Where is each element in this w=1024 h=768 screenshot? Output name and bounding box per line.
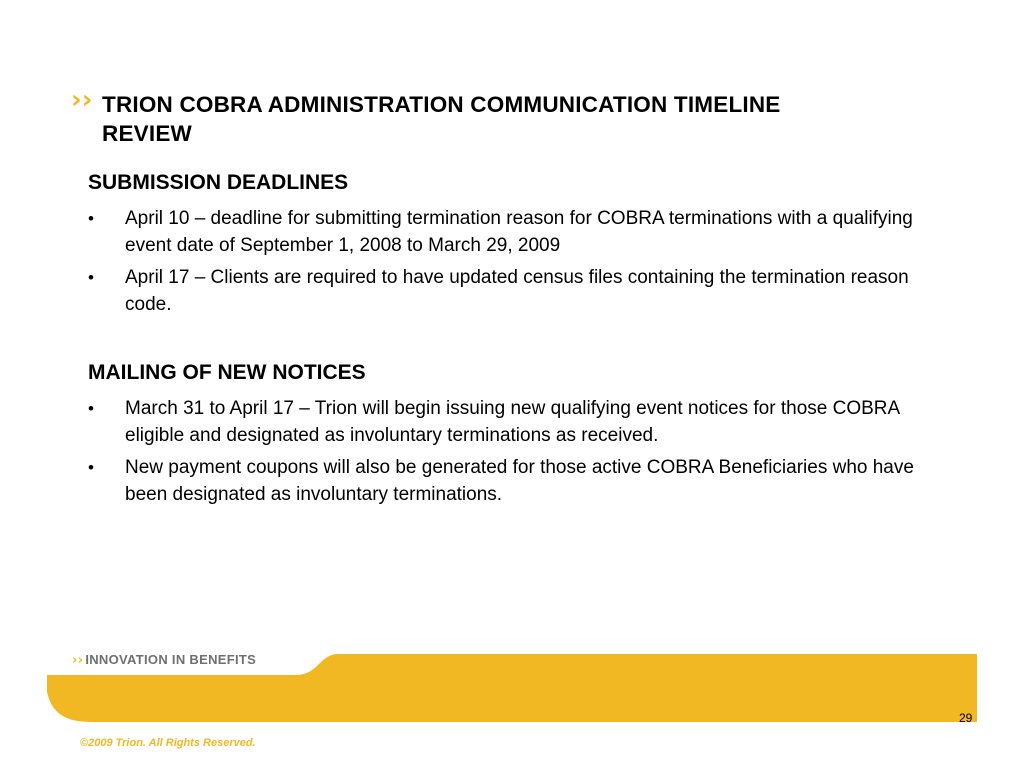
bullet-icon: • <box>88 209 94 228</box>
bullet-icon: • <box>88 399 94 418</box>
list-item <box>88 454 928 508</box>
list-item-text: April 17 – Clients are required to have updated census files containing the termination reason code. <box>125 267 909 315</box>
tagline-chevron-icon: ›› <box>72 653 84 668</box>
copyright-notice: ©2009 Trion. All Rights Reserved. <box>80 737 256 749</box>
list-item-text: March 31 to April 17 – Trion will begin issuing new qualifying event notices for those COBRA eligible and designated as involuntary terminations as received. <box>125 398 900 446</box>
mailing-notices-section <box>88 360 928 513</box>
submission-deadlines-list <box>88 205 928 318</box>
mailing-notices-heading: MAILING OF NEW NOTICES <box>88 361 366 384</box>
mailing-notices-list <box>88 395 928 508</box>
page-number: 29 <box>959 711 973 725</box>
page-number-chevron-icon: ›› <box>934 707 948 726</box>
submission-deadlines-section <box>88 170 928 323</box>
bullet-icon: • <box>88 458 94 477</box>
tagline <box>72 652 256 668</box>
list-item-text: New payment coupons will also be generated for those active COBRA Beneficiaries who have been designated as involuntary terminations. <box>125 457 914 505</box>
list-item <box>88 395 928 449</box>
bullet-icon: • <box>88 268 94 287</box>
submission-deadlines-heading: SUBMISSION DEADLINES <box>88 171 349 194</box>
slide-title: TRION COBRA ADMINISTRATION COMMUNICATION TIMELINE REVIEW <box>102 92 781 146</box>
tagline-text: INNOVATION IN BENEFITS <box>85 652 257 667</box>
list-item <box>88 205 928 259</box>
title-chevron-icon: ›› <box>71 85 93 115</box>
list-item-text: April 10 – deadline for submitting termination reason for COBRA terminations with a qualifying event date of September 1, 2008 to March 29, 2009 <box>125 208 913 256</box>
list-item <box>88 264 928 318</box>
